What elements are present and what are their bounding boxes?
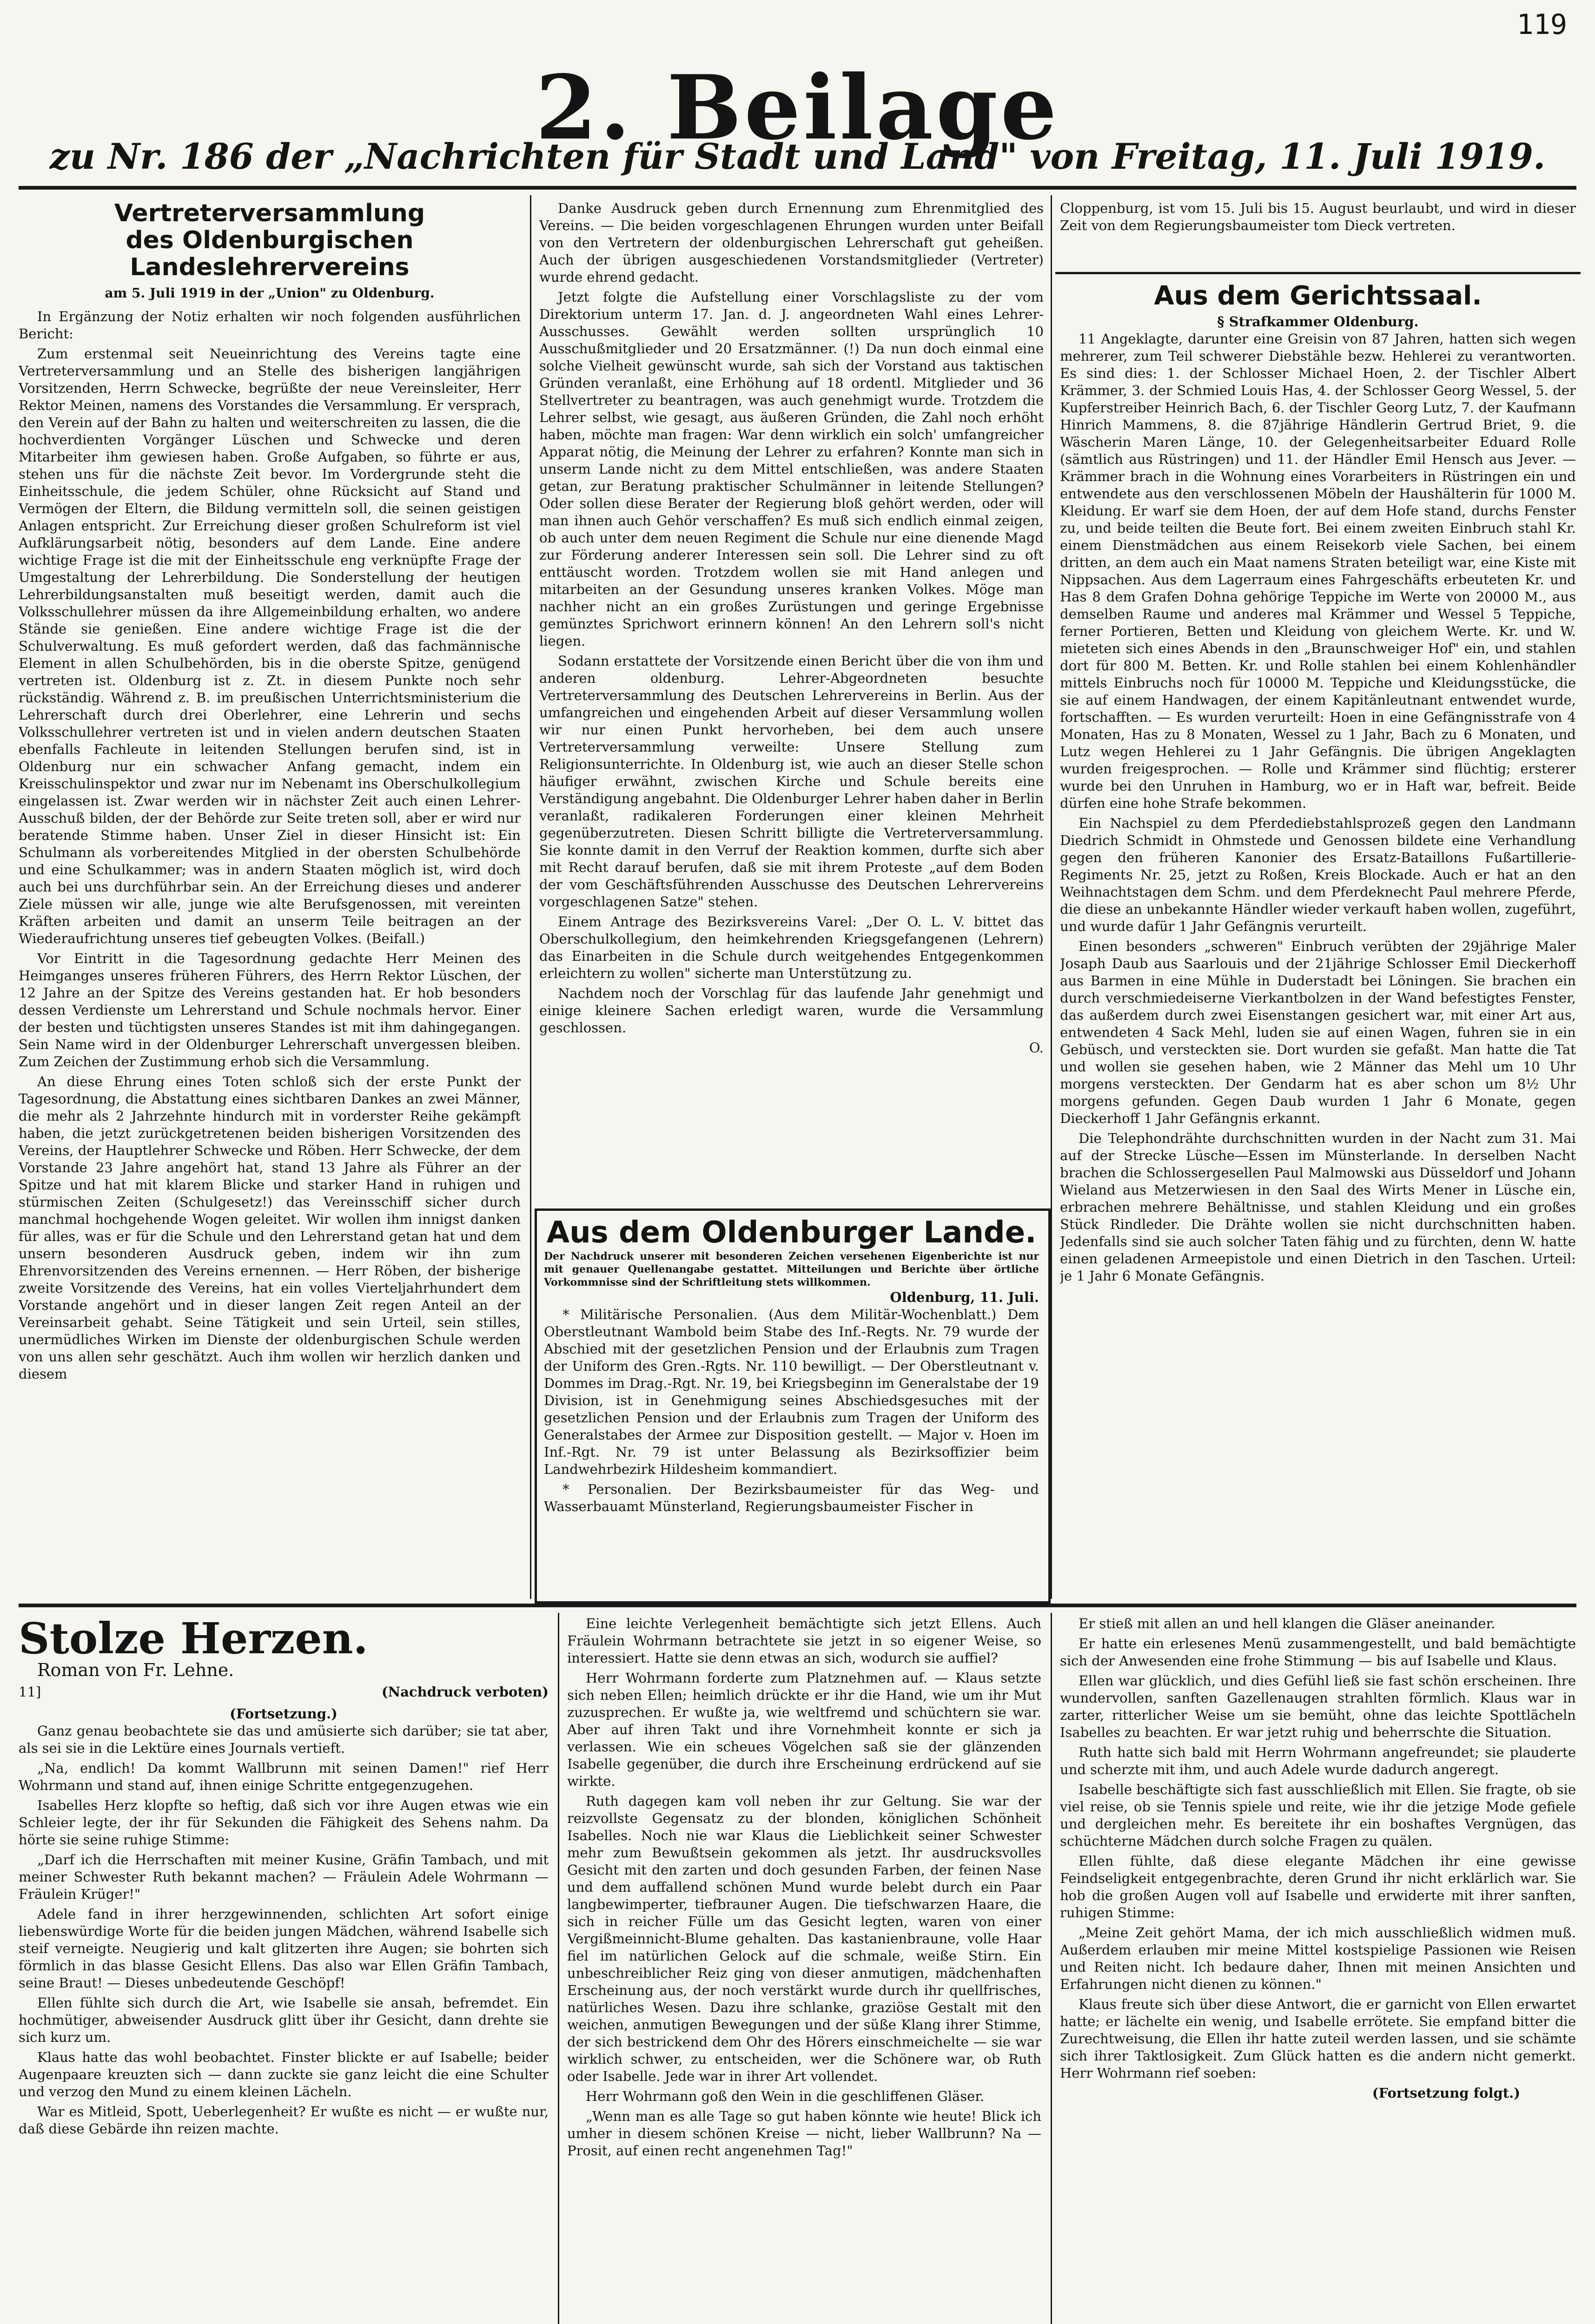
masthead-subtitle: zu Nr. 186 der „Nachrichten für Stadt und Land" von Freitag, 11. Juli 1919. bbox=[49, 136, 1546, 177]
novel-title: Stolze Herzen. bbox=[19, 1615, 368, 1664]
paragraph: „Wenn man es alle Tage so gut haben könnte wie heute! Blick ich umher in diesem schönen Kreise — nicht, lieber Wallbrunn? Na — Prosit, auf einen recht angenehmen Tag!" bbox=[567, 2108, 1041, 2159]
paragraph: Ganz genau beobachtete sie das und amüsierte sich darüber; sie tat aber, als sei sie in die Lektüre eines Journals vertieft. bbox=[19, 1723, 549, 1756]
paragraph: Eine leichte Verlegenheit bemächtigte sich jetzt Ellens. Auch Fräulein Wohrmann betrachtete sie jetzt in so eigener Weise, so interessiert. Hatte sie denn etwas an sich, wodurch sie auffiel? bbox=[567, 1616, 1041, 1666]
masthead-rule bbox=[19, 186, 1576, 190]
paragraph: Ellen war glücklich, und dies Gefühl ließ sie fast schön erscheinen. Ihre wundervollen, sanften Gazellenaugen strahlten förmlich. Klaus war in zarter, ritterlicher Weise um sie bemüht, ohne das leichte Spottlächeln Isabelles zu beachten. Er war jetzt ruhig und beherrschte die Situation. bbox=[1060, 1673, 1576, 1740]
paragraph: Einen besonders „schweren" Einbruch verübten der 29jährige Maler Josaph Daub aus Saarlouis und der 21jährige Schlosser Emil Dieckerhoff aus Barmen in eine Mühle in Duderstadt bei Löningen. Sie brachen ein durch verschmiedeiserne Vierkantbolzen in der Wand befestigtes Fenster, das außerdem durch zwei Eisenstangen gesichert war, mit einer Art aus, entwendeten 4 Sack Mehl, luden sie auf einen Wagen, fuhren sie in ein Gebüsch, und versteckten sie. Dort wurden sie gefaßt. Man hatte die Tat und wollen sie gesehen haben, wie 2 Männer das Mehl um 10 Uhr morgens versteckten. Der Gendarm hat es aber schon um 8½ Uhr morgens gefunden. Gegen Daub wurden 1 Jahr 6 Monate, gegen Dieckerhoff 1 Jahr Gefängnis erkannt. bbox=[1060, 938, 1576, 1126]
paragraph: Ein Nachspiel zu dem Pferdediebstahlsprozeß gegen den Landmann Diedrich Schmidt in Ohmstede und Genossen bildete eine Verhandlung gegen den früheren Kanonier des Ersatz-Bataillons Fußartillerie-Regiments Nr. 25, jetzt zu Roßen, Kreis Blockade. Auch er hat an den Weihnachtstagen dem Schm. und dem Pferdeknecht Paul mehrere Pferde, die diese an unbekannte Händler wieder verkauft haben wollen, zugeführt, und wurde dafür 1 Jahr Gefängnis verurteilt. bbox=[1060, 815, 1576, 934]
paragraph: Danke Ausdruck geben durch Ernennung zum Ehrenmitglied des Vereins. — Die beiden vorgeschlagenen Ehrungen wurden unter Beifall von den Vertretern der oldenburgischen Lehrerschaft gut geheißen. Auch der übrigen ausgeschiedenen Vorstandsmitglieder (Vertreter) wurde ehrend gedacht. bbox=[539, 200, 1044, 285]
continued-label: (Fortsetzung.) bbox=[230, 1706, 338, 1722]
paragraph: * Militärische Personalien. (Aus dem Militär-Wochenblatt.) Dem Oberstleutnant Wambold beim Stabe des Inf.-Regts. Nr. 79 wurde der Abschied mit der gesetzlichen Pension und der Erlaubnis zum Tragen der Uniform des Gren.-Rgts. Nr. 110 bewilligt. — Der Oberstleutnant v. Dommes im Drag.-Rgt. Nr. 19, bei Kriegsbeginn im Generalstabe der 19 Division, ist in Genehmigung seines Abschiedsgesuches mit der gesetzlichen Pension und der Erlaubnis zum Tragen der Uniform des Generalstabes der Armee zur Disposition gestellt. — Major v. Hoen im Inf.-Rgt. Nr. 79 ist unter Belassung als Bezirksoffizier beim Landwehrbezirk Hildesheim kommandiert. bbox=[544, 1307, 1039, 1477]
gerichtssaal bbox=[1060, 279, 1576, 1597]
reprint-notice: (Nachdruck verboten) bbox=[381, 1684, 549, 1700]
section-subtitle: § Strafkammer Oldenburg. bbox=[1217, 314, 1419, 330]
section-rule bbox=[1055, 272, 1581, 274]
column3-top bbox=[1060, 200, 1576, 274]
reprint-note: Der Nachdruck unserer mit besonderen Zeichen versehenen Eigenberichte ist nur mit genauer Quellenangabe gestattet. Mitteilungen und Berichte über örtliche Vorkommnisse sind der Schriftleitung stets willkommen. bbox=[544, 1250, 1039, 1288]
paragraph: Nachdem noch der Vorschlag für das laufende Jahr genehmigt und einige kleinere Sachen erledigt waren, wurde die Versammlung geschlossen. bbox=[539, 985, 1044, 1036]
paragraph: Herr Wohrmann forderte zum Platznehmen auf. — Klaus setzte sich neben Ellen; heimlich drückte er ihr die Hand, wie um ihr Mut zuzusprechen. Er wußte ja, wie weltfremd und schüchtern sie war. Aber auf ihren Takt und ihre Vornehmheit konnte er sich ja verlassen. Wie ein scheues Vögelchen saß sie der glänzenden Isabelle gegenüber, die durch ihre Erscheinung erdrückend auf sie wirkte. bbox=[567, 1670, 1041, 1789]
continued-end-label: (Fortsetzung folgt.) bbox=[1372, 2085, 1520, 2101]
paragraph: Einem Antrage des Bezirksvereins Varel: „Der O. L. V. bittet das Oberschulkollegium, den heimkehrenden Kriegsgefangenen (Lehrern) das Einarbeiten in die Schule durch weitgehendes Entgegenkommen erleichtern zu wollen" sicherte man Unterstützung zu. bbox=[539, 914, 1044, 981]
paragraph: „Darf ich die Herrschaften mit meiner Kusine, Gräfin Tambach, und mit meiner Schwester Ruth bekannt machen? — Fräulein Adele Wohrmann — Fräulein Krüger!" bbox=[19, 1852, 549, 1902]
paragraph: Isabelle beschäftigte sich fast ausschließlich mit Ellen. Sie fragte, ob sie viel reise, ob sie Tennis spiele und reite, wie ihr die jetzige Mode gefiele und dergleichen mehr. Es bereitete ihr ein boshaftes Vergnügen, das schüchterne Mädchen durch solche Fragen zu quälen. bbox=[1060, 1782, 1576, 1849]
column-rule bbox=[558, 1613, 559, 2324]
paragraph: War es Mitleid, Spott, Ueberlegenheit? Er wußte es nicht — er wußte nur, daß diese Gebärde ihn reizen machte. bbox=[19, 2104, 549, 2137]
dateline: Oldenburg, 11. Juli. bbox=[890, 1289, 1039, 1305]
paragraph: Er hatte ein erlesenes Menü zusammengestellt, und bald bemächtigte sich der Anwesenden eine frohe Stimmung — bis auf Isabelle und Klaus. bbox=[1060, 1636, 1576, 1669]
column-rule bbox=[530, 195, 531, 1599]
page-number: 119 bbox=[1516, 8, 1567, 41]
paragraph: Ellen fühlte sich durch die Art, wie Isabelle sie ansah, befremdet. Ein hochmütiger, abweisender Ausdruck glitt über ihr Gesicht, dann drehte sie sich kurz um. bbox=[19, 1995, 549, 2045]
section-title: Aus dem Oldenburger Lande. bbox=[546, 1215, 1037, 1250]
article-teachers-col1 bbox=[19, 200, 521, 1594]
paragraph: Cloppenburg, ist vom 15. Juli bis 15. August beurlaubt, und wird in dieser Zeit von dem Regierungsbaumeister tom Dieck vertreten. bbox=[1060, 200, 1576, 233]
column-rule bbox=[1051, 195, 1052, 1599]
paragraph: Ellen fühlte, daß diese elegante Mädchen ihr eine gewisse Feindseligkeit entgegenbrachte, deren Grund ihr nicht erklärlich war. Sie hob die großen Augen voll auf Isabelle und erwiderte mit ihrer sanften, ruhigen Stimme: bbox=[1060, 1853, 1576, 1921]
article-meta: am 5. Juli 1919 in der „Union" zu Oldenburg. bbox=[105, 285, 435, 301]
installment-number: 11] bbox=[19, 1684, 41, 1700]
paragraph: Isabelles Herz klopfte so heftig, daß sich vor ihre Augen etwas wie ein Schleier legte, der ihr für Sekunden die Fähigkeit des Sehens nahm. Da hörte sie seine ruhige Stimme: bbox=[19, 1797, 549, 1848]
paragraph: Sodann erstattete der Vorsitzende einen Bericht über die von ihm und anderen oldenburg. Lehrer-Abgeordneten besuchte Vertreterversammlung des Deutschen Lehrervereins in Berlin. Aus der umfangreichen und eingehenden Arbeit auf dieser Versammlung wollen wir nur einen Punkt hervorheben, bei dem auch unsere Vertreterversammlung verweilte: Unsere Stellung zum Religionsunterrichte. In Oldenburg ist, wie auch an dieser Stelle schon häufiger erwähnt, zwischen Kirche und Schule bereits eine Verständigung angebahnt. Die Oldenburger Lehrer haben daher in Berlin veranlaßt, radikaleren Forderungen einer kleinen Mehrheit gegenüberzutreten. Diesen Schritt billigte die Vertreterversammlung. Sie konnte damit in den Verruf der Reaktion kommen, durfte sich aber mit Recht darauf berufen, daß sie mit ihrem Proteste „auf dem Boden der vom Geschäftsführenden Ausschusse des Deutschen Lehrervereins vorgeschlagenen Satze" stehen. bbox=[539, 653, 1044, 910]
paragraph: Die Telephondrähte durchschnitten wurden in der Nacht zum 31. Mai auf der Strecke Lüsche—Essen im Münsterlande. In derselben Nacht brachen die Schlossergesellen Paul Malmowski aus Düsseldorf und Johann Wieland aus Metzerwiesen in den Saal des Wirts Mener in Lüsche ein, erbrachen mehrere Behältnisse, und stahlen Kleidung und ein großes Stück Rindleder. Die Drähte wollen sie nicht durchschnitten haben. Jedenfalls sind sie auch solcher Taten fähig und zu fürchten, denn W. hatte einen geladenen Armeepistole und einen Dietrich in den Taschen. Urteil: je 1 Jahr 6 Monate Gefängnis. bbox=[1060, 1130, 1576, 1284]
novel-col1 bbox=[19, 1615, 549, 2324]
article-title: Vertreterversammlung bbox=[114, 200, 425, 227]
novel-author: Roman von Fr. Lehne. bbox=[37, 1660, 234, 1680]
novel-col2 bbox=[567, 1615, 1041, 2324]
paragraph: An diese Ehrung eines Toten schloß sich der erste Punkt der Tagesordnung, die Abstattung eines sichtbaren Dankes an zwei Männer, die mehr als 2 Jahrzehnte hindurch mit in vorderster Reihe gekämpft haben, die jetzt zurückgetretenen beiden bisherigen Vorsitzenden des Vereins, der Hauptlehrer Schwecke und Röben. Herr Schwecke, der dem Vorstande 23 Jahre angehört hat, stand 13 Jahre als Führer an der Spitze und hat mit klarem Blicke und starker Hand in ruhigen und stürmischen Zeiten (Schulgesetz!) das Vereinsschiff sicher durch manchmal hochgehende Wogen geleitet. Wir wollen ihm innigst danken für alles, was er für die Schule und den Lehrerstand getan hat und dem unsern besonderen Ausdruck geben, indem wir ihn zum Ehrenvorsitzenden des Vereins ernennen. — Herr Röben, der bisherige zweite Vorsitzende des Vereins, hat ein volles Vierteljahrhundert dem Vorstande angehört und in dieser langen Zeit regen Anteil an der Vereinsarbeit gehabt. Seine Tätigkeit und sein Urteil, sein stilles, unermüdliches Wirken im Dienste der oldenburgischen Schule werden von uns allen sehr geschätzt. Auch ihm wollen wir herzlich danken und diesem bbox=[19, 1074, 521, 1382]
paragraph: In Ergänzung der Notiz erhalten wir noch folgenden ausführlichen Bericht: bbox=[19, 309, 521, 342]
oldenburger-lande bbox=[544, 1215, 1039, 1594]
article-teachers-col2 bbox=[539, 200, 1044, 1195]
paragraph: „Na, endlich! Da kommt Wallbrunn mit seinen Damen!" rief Herr Wohrmann und stand auf, ihnen einige Schritte entgegenzugehen. bbox=[19, 1760, 549, 1793]
paragraph: Ruth dagegen kam voll neben ihr zur Geltung. Sie war der reizvollste Gegensatz zu der blonden, königlichen Schönheit Isabelles. Noch nie war Klaus die Lieblichkeit seiner Schwester mehr zum Bewußtsein gekommen als jetzt. Ihr ausdrucksvolles Gesicht mit den zarten und doch gesunden Farben, der feinen Nase und dem auffallend schönen Mund wurde belebt durch ein Paar langbewimperter, tiefbrauner Augen. Die tiefschwarzen Haare, die sich in reicher Fülle um das Gesicht legten, waren von einer Vergißmeinnicht-Blume gehalten. Das kastanienbraune, volle Haar fiel im natürlichen Gelock auf die schmale, weiße Stirn. Ein unbeschreiblicher Reiz ging von dieser anmutigen, mädchenhaften Erscheinung aus, der noch verstärkt wurde durch ihr quellfrisches, natürliches Wesen. Dazu ihre schlanke, graziöse Gestalt mit den weichen, anmutigen Bewegungen und der süße Klang ihrer Stimme, der sich bestrickend dem Ohr des Hörers einschmeichelte — sie war wirklich schwer, zu entscheiden, wer die Schönere war, ob Ruth oder Isabelle. Jede war in ihrer Art vollendet. bbox=[567, 1793, 1041, 2084]
paragraph: Klaus freute sich über diese Antwort, die er garnicht von Ellen erwartet hatte; er lächelte ein wenig, und Isabelle errötete. Sie empfand bitter die Zurechtweisung, die Ellen ihr hatte zuteil werden lassen, und sie schämte sich ihrer Taktlosigkeit. Zum Glück hatten es die andern nicht gemerkt. Herr Wohrmann rief soeben: bbox=[1060, 1996, 1576, 2081]
article-title: des Oldenburgischen Landeslehrervereins bbox=[126, 226, 414, 281]
masthead-title: 2. Beilage bbox=[535, 56, 1060, 159]
section-title: Aus dem Gerichtssaal. bbox=[1154, 281, 1482, 311]
paragraph: Jetzt folgte die Aufstellung einer Vorschlagsliste zu der vom Direktorium unterm 17. Jan. d. J. angeordneten Wahl eines Lehrer-Ausschusses. Gewählt werden sollten ursprünglich 10 Ausschußmitglieder und 20 Ersatzmänner. (!) Da nun doch einmal eine solche Vielheit gewünscht wurde, sah sich der Vorstand aus taktischen Gründen veranlaßt, eine Erhöhung auf 18 ordentl. Mitglieder und 36 Stellvertreter zu beantragen, was auch genehmigt wurde. Trotzdem die Lehrer selbst, wie gesagt, aus äußeren Gründen, die Zahl noch erhöht haben, möchte man fragen: War denn wirklich ein solch' umfangreicher Apparat nötig, die Meinung der Lehrer zu erfahren? Konnte man sich in unserm Lande nicht zu dem Mittel entschließen, was andere Staaten getan, zur Beratung praktischer Schulmänner in leitende Stellungen? Oder sollen diese Berater der Regierung bloß gehört werden, oder will man ihnen auch Gehör verschaffen? Es muß sich endlich einmal zeigen, ob auch unter dem neuen Regiment die Schule nur eine dienende Magd zur Förderung anderer Interessen sein soll. Die Lehrer sind zu oft enttäuscht worden. Trotzdem wollen sie mit Hand anlegen und mitarbeiten an der Gesundung unseres kranken Volkes. Möge man nachher nicht an ein großes Zurüstungen und geringe Ergebnisse gemünztes Sprichwort erinnern können! An den Lehrern soll's nicht liegen. bbox=[539, 289, 1044, 649]
paragraph: Adele fand in ihrer herzgewinnenden, schlichten Art sofort einige liebenswürdige Worte für die beiden jungen Mädchen, während Isabelle sich steif verneigte. Neugierig und kalt glitzerten ihre Augen; sie bohrten sich förmlich in das blasse Gesicht Ellens. Das also war Ellen Gräfin Tambach, seine Braut! — Dieses unbedeutende Geschöpf! bbox=[19, 1906, 549, 1991]
novel-col3 bbox=[1060, 1615, 1576, 2324]
column-rule bbox=[1051, 1613, 1052, 2324]
paragraph: „Meine Zeit gehört Mama, der ich mich ausschließlich widmen muß. Außerdem erlauben mir meine Mittel kostspielige Passionen wie Reisen und Reiten nicht. Ich bedaure daher, Ihnen mit meinen Ansichten und Erfahrungen nicht dienen zu können." bbox=[1060, 1925, 1576, 1992]
paragraph: Zum erstenmal seit Neueinrichtung des Vereins tagte eine Vertreterversammlung und an Stelle des bisherigen langjährigen Vorsitzenden, Herrn Schwecke, begrüßte der neue Vereinsleiter, Herr Rektor Meinen, namens des Vorstandes die Versammlung. Er versprach, den Verein auf der Bahn zu halten und weiterschreiten zu lassen, die die hochverdienten Vorgänger Lüschen und Schwecke und deren Mitarbeiter ihm gewiesen haben. Große Aufgaben, so führte er aus, stehen uns für die nächste Zeit bevor. Im Vordergrunde steht die Einheitsschule, die jedem Schüler, ohne Rücksicht auf Stand und Vermögen der Eltern, die Bildung vermitteln soll, die seinen geistigen Anlagen entspricht. Zur Erreichung dieser großen Schulreform ist viel Aufklärungsarbeit nötig, besonders auf dem Lande. Eine andere wichtige Frage ist die mit der Einheitsschule eng verknüpfte Frage der Umgestaltung der Lehrerbildung. Die Sonderstellung der heutigen Lehrerbildungsanstalten muß beseitigt werden, damit auch die Volksschullehrer müssen da ihre Allgemeinbildung erhalten, wo andere Stände sie genießen. Eine andere wichtige Frage ist die der Schulverwaltung. Es muß gefordert werden, daß das fachmännische Element in allen Schulbehörden, bis in die oberste Spitze, genügend vertreten ist. Oldenburg ist z. Zt. in diesem Punkte noch sehr rückständig. Während z. B. im preußischen Unterrichtsministerium die Lehrerschaft durch drei Oberlehrer, eine Lehrerin und sechs Volksschullehrer vertreten ist und in vielen andern deutschen Staaten ebenfalls Fachleute in leitenden Stellungen berufen sind, ist in Oldenburg nur ein schwacher Anfang gemacht, indem ein Kreisschulinspektor und zwar nur im Nebenamt ins Oberschulkollegium eingelassen ist. Zwar werden wir in nächster Zeit auch einen Lehrer-Ausschuß bilden, der der Behörde zur Seite treten soll, aber er wird nur beratende Stimme haben. Unser Ziel in dieser Hinsicht ist: Ein Schulmann als vorbereitendes Mitglied in der obersten Schulbehörde und eine Schulkammer; was in andern Staaten möglich ist, wird doch auch bei uns durchführbar sein. An der Erreichung dieses und anderer Ziele müssen wir alle, junge wie alte Berufsgenossen, mit vereinten Kräften arbeiten und damit an unserm Teile beitragen an der Wiederaufrichtung unseres tief gebeugten Volkes. (Beifall.) bbox=[19, 346, 521, 946]
article-signature: O. bbox=[1029, 1040, 1044, 1056]
paragraph: Herr Wohrmann goß den Wein in die geschliffenen Gläser. bbox=[586, 2088, 985, 2104]
paragraph: 11 Angeklagte, darunter eine Greisin von 87 Jahren, hatten sich wegen mehrerer, zum Teil schwerer Diebstähle bezw. Hehlerei zu verantworten. Es sind dies: 1. der Schlosser Michael Hoen, 2. der Tischler Albert Krämmer, 3. der Schmied Louis Has, 4. der Schlosser Georg Wessel, 5. der Kupferstreiber Heinrich Bach, 6. der Tischler Georg Lutz, 7. der Kaufmann Hinrich Mammens, 8. die 87jährige Händlerin Gertrud Briet, 9. die Wäscherin Maren Länge, 10. der Gelegenheitsarbeiter Eduard Rolle (sämtlich aus Rüstringen) und 11. der Händler Emil Hensch aus Jever. — Krämmer brach in die Wohnung eines Vorarbeiters in Rüstringen ein und entwendete aus den verschlossenen Möbeln der Haushälterin für 1000 M. Kleidung. Er warf sie dem Hoen, der auf dem Hofe stand, durchs Fenster zu, und beide teilten die Beute fort. Bei einem zweiten Einbruch stahl Kr. einem Dienstmädchen aus einem Reisekorb viele Sachen, bei einem dritten, an dem auch ein Maat namens Straten beteiligt war, eine Kiste mit Nippsachen. Aus dem Lagerraum eines Fahrgeschäfts erbeuteten Kr. und Has 8 dem Grafen Dohna gehörige Teppiche im Werte von 20000 M., aus demselben Raume und anderes mal Krämmer und Wessel 5 Teppiche, ferner Portieren, Betten und Kleidung von gleichem Werte. Kr. und W. mieteten sich eines Abends in den „Braunschweiger Hof" ein, und stahlen dort für 800 M. Betten. Kr. und Rolle stahlen bei einem Kohlenhändler mittels Einbruchs noch für 10000 M. Teppiche und Kleidungsstücke, die sie auf einem Handwagen, der einem Kapitänleutnant entwendet wurde, fortschafften. — Es wurden verurteilt: Hoen in eine Gefängnisstrafe von 4 Monaten, Has zu 8 Monaten, Wessel zu 1 Jahr, Bach zu 6 Monaten, und Lutz wegen Hehlerei zu 1 Jahr Gefängnis. Die übrigen Angeklagten wurden freigesprochen. — Rolle und Krämmer sind flüchtig; ersterer wurde bei den Unruhen in Hamburg, wo er in Haft war, befreit. Beide dürfen eine hohe Strafe bekommen. bbox=[1060, 331, 1576, 811]
feuilleton-rule bbox=[19, 1604, 1576, 1607]
paragraph: Klaus hatte das wohl beobachtet. Finster blickte er auf Isabelle; beider Augenpaare kreuzten sich — dann zuckte sie ganz leicht die eine Schulter und verzog den Mund zu einem kleinen Lächeln. bbox=[19, 2049, 549, 2100]
paragraph: Er stieß mit allen an und hell klangen die Gläser aneinander. bbox=[1079, 1616, 1496, 1631]
paragraph: Ruth hatte sich bald mit Herrn Wohrmann angefreundet; sie plauderte und scherzte mit ihm, und auch Adele wurde dadurch angeregt. bbox=[1060, 1744, 1576, 1777]
paragraph: * Personalien. Der Bezirksbaumeister für das Weg- und Wasserbauamt Münsterland, Regierungsbaumeister Fischer in bbox=[544, 1481, 1039, 1514]
paragraph: Vor Eintritt in die Tagesordnung gedachte Herr Meinen des Heimganges unseres früheren Führers, des Herrn Rektor Lüschen, der 12 Jahre an der Spitze des Vereins gestanden hat. Er hob besonders dessen Verdienste um Lehrerstand und Schule nochmals hervor. Einer der besten und tüchtigsten unseres Standes ist mit ihm dahingegangen. Sein Name wird in der Oldenburger Lehrerschaft unvergessen bleiben. Zum Zeichen der Zustimmung erhob sich die Versammlung. bbox=[19, 951, 521, 1070]
